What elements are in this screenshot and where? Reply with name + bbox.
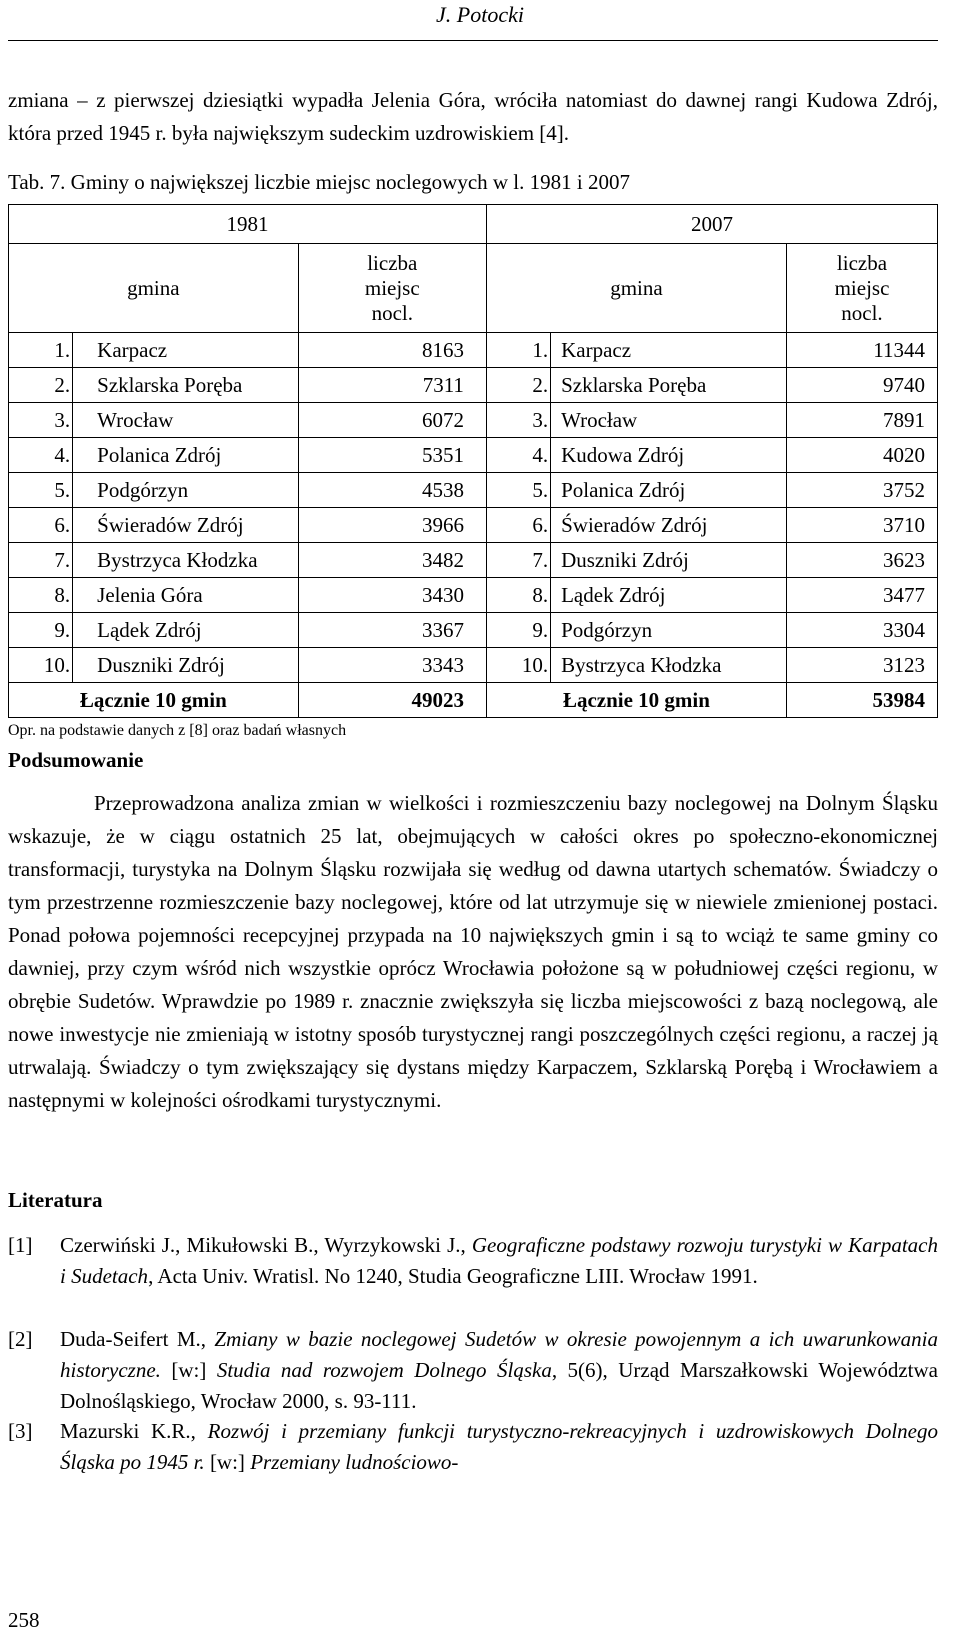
rank-1981: 9. (9, 613, 73, 648)
gmina-1981: Bystrzyca Kłodzka (73, 543, 298, 578)
reference-source-title: Studia nad rozwojem Dolnego Śląska (216, 1358, 552, 1382)
beds-1981: 8163 (298, 333, 486, 368)
rank-1981: 4. (9, 438, 73, 473)
gmina-1981: Świeradów Zdrój (73, 508, 298, 543)
year-1981: 1981 (9, 205, 487, 244)
year-2007: 2007 (486, 205, 937, 244)
rank-1981: 10. (9, 648, 73, 683)
reference-title: Rozwój i przemiany funkcji turystyczno-rekreacyjnych i uzdrowiskowych Dolnego Śląska po 1945 r. (60, 1419, 938, 1474)
beds-2007: 11344 (786, 333, 937, 368)
col-gmina-1981: gmina (9, 244, 299, 333)
table-row (9, 508, 938, 543)
reference-details: , 5(6), Urząd Marszałkowski Województwa Dolnośląskiego, Wrocław 2000, s. 93-111. (60, 1358, 938, 1413)
rank-2007: 5. (486, 473, 550, 508)
rank-2007: 6. (486, 508, 550, 543)
reference-details: , Acta Univ. Wratisl. No 1240, Studia Geograficzne LIII. Wrocław 1991. (148, 1264, 758, 1288)
beds-2007: 3477 (786, 578, 937, 613)
beds-1981: 3343 (298, 648, 486, 683)
page-number: 258 (8, 1608, 40, 1632)
table-row (9, 648, 938, 683)
accommodation-table (8, 204, 938, 718)
table-total-row (9, 683, 938, 718)
gmina-1981: Polanica Zdrój (73, 438, 298, 473)
beds-1981: 3482 (298, 543, 486, 578)
gmina-1981: Szklarska Poręba (73, 368, 298, 403)
col-liczba-line1: liczba (367, 250, 418, 275)
col-liczba-line2: miejsc (834, 275, 890, 300)
rank-2007: 3. (486, 403, 550, 438)
gmina-2007: Kudowa Zdrój (551, 438, 787, 473)
table-year-row (9, 205, 938, 244)
gmina-1981: Karpacz (73, 333, 298, 368)
table-row (9, 403, 938, 438)
beds-1981: 3966 (298, 508, 486, 543)
beds-1981: 6072 (298, 403, 486, 438)
rank-1981: 8. (9, 578, 73, 613)
col-liczba-line3: nocl. (841, 300, 883, 325)
table-source-note: Opr. na podstawie danych z [8] oraz badań własnych (8, 722, 347, 739)
beds-1981: 3367 (298, 613, 486, 648)
table-row (9, 473, 938, 508)
gmina-2007: Wrocław (551, 403, 787, 438)
col-gmina-2007: gmina (486, 244, 786, 333)
col-liczba-2007 (786, 244, 937, 333)
beds-2007: 3752 (786, 473, 937, 508)
gmina-1981: Lądek Zdrój (73, 613, 298, 648)
beds-2007: 7891 (786, 403, 937, 438)
gmina-2007: Bystrzyca Kłodzka (551, 648, 787, 683)
rank-2007: 10. (486, 648, 550, 683)
col-liczba-line1: liczba (836, 250, 888, 275)
table-row (9, 543, 938, 578)
beds-2007: 3623 (786, 543, 937, 578)
rank-2007: 7. (486, 543, 550, 578)
col-liczba-1981 (298, 244, 486, 333)
total-label-1981: Łącznie 10 gmin (9, 683, 299, 718)
reference-1 (8, 1230, 938, 1292)
table-row (9, 333, 938, 368)
reference-authors: Duda-Seifert M., (60, 1327, 215, 1351)
beds-2007: 3123 (786, 648, 937, 683)
gmina-1981: Wrocław (73, 403, 298, 438)
gmina-1981: Duszniki Zdrój (73, 648, 298, 683)
rank-1981: 7. (9, 543, 73, 578)
reference-label: [3] (8, 1419, 33, 1443)
beds-2007: 9740 (786, 368, 937, 403)
running-header: J. Potocki (436, 2, 524, 27)
gmina-2007: Duszniki Zdrój (551, 543, 787, 578)
table-row (9, 438, 938, 473)
table-header-row (9, 244, 938, 333)
gmina-2007: Podgórzyn (551, 613, 787, 648)
beds-1981: 5351 (298, 438, 486, 473)
gmina-1981: Podgórzyn (73, 473, 298, 508)
rank-2007: 2. (486, 368, 550, 403)
beds-1981: 7311 (298, 368, 486, 403)
reference-authors: Mazurski K.R., (60, 1419, 208, 1443)
rank-2007: 1. (486, 333, 550, 368)
total-label-2007: Łącznie 10 gmin (486, 683, 786, 718)
intro-paragraph: zmiana – z pierwszej dziesiątki wypadła Jelenia Góra, wróciła natomiast do dawnej rangi Kudowa Zdrój, która przed 1945 r. była największym sudeckim uzdrowiskiem [4]. (8, 88, 938, 145)
reference-authors: Czerwiński J., Mikułowski B., Wyrzykowski J., (60, 1233, 472, 1257)
col-liczba-line2: miejsc (364, 275, 420, 300)
reference-2 (8, 1324, 938, 1417)
rank-1981: 6. (9, 508, 73, 543)
gmina-2007: Polanica Zdrój (551, 473, 787, 508)
reference-label: [1] (8, 1233, 33, 1257)
reference-title: Zmiany w bazie noclegowej Sudetów w okresie powojennym a ich uwarunkowania historyczne. (60, 1327, 938, 1382)
rank-1981: 1. (9, 333, 73, 368)
summary-heading: Podsumowanie (8, 748, 144, 772)
gmina-2007: Szklarska Poręba (551, 368, 787, 403)
total-value-2007: 53984 (786, 683, 937, 718)
table-row (9, 368, 938, 403)
summary-text: Przeprowadzona analiza zmian w wielkości i rozmieszczeniu bazy noclegowej na Dolnym Śląsku wskazuje, że w ciągu ostatnich 25 lat, obejmujących w całości okres po społeczno-ekonomicznej transformacji, turystyka na Dolnym Śląsku rozwijała się według od dawna utartych schematów. Świadczy o tym przestrzenne rozmieszczenie bazy noclegowej, które od lat utrzymuje się w niewiele zmienionej postaci. Ponad połowa pojemności recepcyjnej przypada na 10 największych gmin i są to wciąż te same gminy co dawniej, przy czym wśród nich wszystkie oprócz Wrocławia położone są w południowej części regionu, w obrębie Sudetów. Wprawdzie po 1989 r. znacznie zwiększyła się liczba miejscowości z bazą noclegową, ale nowe inwestycje nie zmieniają w istotny sposób turystycznej rangi poszczególnych części regionu, a raczej ją utrwalają. Świadczy o tym zwiększający się dystans między Karpaczem, Szklarską Porębą i Wrocławiem a następnymi w kolejności ośrodkami turystycznymi. (8, 791, 938, 1112)
total-value-1981: 49023 (298, 683, 486, 718)
rank-1981: 3. (9, 403, 73, 438)
beds-2007: 3304 (786, 613, 937, 648)
reference-in: [w:] (204, 1450, 251, 1474)
table-row (9, 578, 938, 613)
beds-1981: 4538 (298, 473, 486, 508)
rank-2007: 4. (486, 438, 550, 473)
beds-1981: 3430 (298, 578, 486, 613)
col-liczba-line3: nocl. (371, 300, 413, 325)
rank-2007: 8. (486, 578, 550, 613)
reference-in: [w:] (160, 1358, 217, 1382)
reference-source-title: Przemiany ludnościowo- (250, 1450, 459, 1474)
reference-label: [2] (8, 1327, 33, 1351)
summary-paragraph (8, 787, 938, 1117)
literature-heading: Literatura (8, 1188, 103, 1212)
reference-title: Geograficzne podstawy rozwoju turystyki w Karpatach i Sudetach (60, 1233, 938, 1288)
rank-1981: 2. (9, 368, 73, 403)
gmina-2007: Lądek Zdrój (551, 578, 787, 613)
gmina-2007: Świeradów Zdrój (551, 508, 787, 543)
gmina-2007: Karpacz (551, 333, 787, 368)
table-row (9, 613, 938, 648)
rank-2007: 9. (486, 613, 550, 648)
reference-3 (8, 1416, 938, 1478)
header-rule (8, 40, 938, 41)
table-caption: Tab. 7. Gminy o największej liczbie miejsc noclegowych w l. 1981 i 2007 (8, 170, 630, 194)
gmina-1981: Jelenia Góra (73, 578, 298, 613)
rank-1981: 5. (9, 473, 73, 508)
beds-2007: 3710 (786, 508, 937, 543)
beds-2007: 4020 (786, 438, 937, 473)
